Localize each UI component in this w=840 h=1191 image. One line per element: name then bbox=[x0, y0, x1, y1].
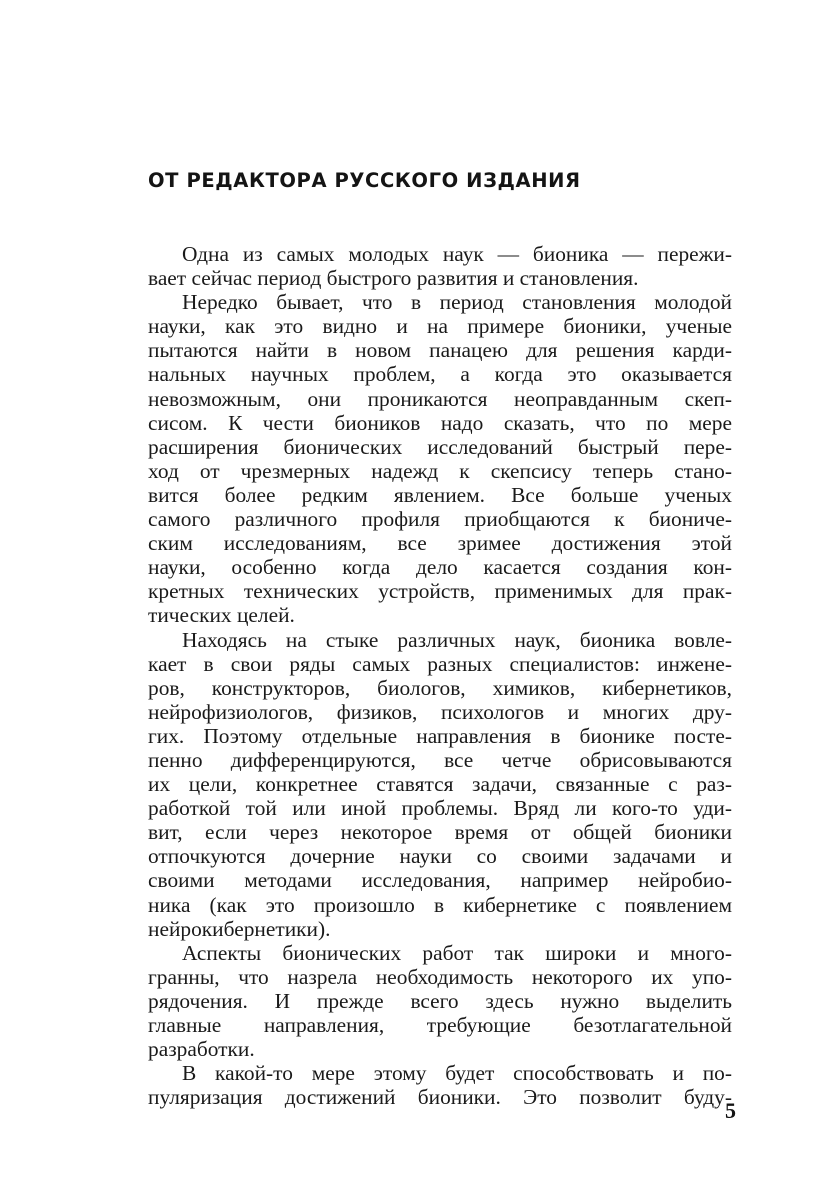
text-line: нейрокибернетики). bbox=[148, 916, 331, 941]
text-line: своими методами исследования, например нейробио- bbox=[148, 868, 732, 893]
text-line: пытаются найти в новом панацею для решения карди- bbox=[148, 338, 732, 363]
text-line: ров, конструкторов, биологов, химиков, кибернетиков, bbox=[148, 675, 732, 700]
chapter-heading: ОТ РЕДАКТОРА РУССКОГО ИЗДАНИЯ bbox=[148, 169, 581, 192]
text-line: работкой той или иной проблемы. Вряд ли кого-то уди- bbox=[148, 796, 732, 821]
text-line: науки, особенно когда дело касается создания кон- bbox=[148, 555, 732, 580]
text-line: Одна из самых молодых наук — бионика — пережи- bbox=[182, 242, 732, 266]
text-line: науки, как это видно и на примере бионики, ученые bbox=[148, 314, 732, 339]
text-line: кает в свои ряды самых разных специалистов: инжене- bbox=[148, 651, 732, 676]
text-line: ника (как это произошло в кибернетике с появлением bbox=[148, 892, 732, 917]
text-line: вает сейчас период быстрого развития и становления. bbox=[148, 266, 639, 291]
paragraph bbox=[148, 242, 732, 290]
text-line: вится более редким явлением. Все больше ученых bbox=[148, 482, 732, 507]
text-line: разработки. bbox=[148, 1037, 255, 1062]
text-line: невозможным, они проникаются неоправданным скеп- bbox=[148, 386, 732, 411]
paragraph bbox=[148, 628, 732, 941]
text-line: гих. Поэтому отдельные направления в бионике посте- bbox=[148, 723, 732, 748]
text-line: главные направления, требующие безотлагательной bbox=[148, 1013, 732, 1037]
text-line: гранны, что назрела необходимость некоторого их упо- bbox=[148, 964, 732, 989]
text-line: сисом. К чести биоников надо сказать, что по мере bbox=[148, 410, 732, 435]
paragraph bbox=[148, 941, 732, 1061]
text-line: В какой-то мере этому будет способствовать и по- bbox=[182, 1061, 732, 1086]
page-number: 5 bbox=[725, 1098, 736, 1123]
text-line: кретных технических устройств, применимых для прак- bbox=[148, 579, 732, 604]
paragraph bbox=[148, 290, 732, 627]
paragraph bbox=[148, 1061, 732, 1109]
text-line: расширения бионических исследований быстрый пере- bbox=[148, 434, 732, 459]
text-line: отпочкуются дочерние науки со своими задачами и bbox=[148, 844, 732, 869]
text-line: пенно дифференцируются, все четче обрисовываются bbox=[148, 747, 732, 772]
text-line: ским исследованиям, все зримее достижения этой bbox=[148, 531, 732, 556]
text-line: вит, если через некоторое время от общей бионики bbox=[148, 820, 732, 845]
text-line: рядочения. И прежде всего здесь нужно выделить bbox=[148, 988, 732, 1013]
text-line: самого различного профиля приобщаются к биониче- bbox=[148, 507, 732, 532]
text-line: Находясь на стыке различных наук, бионика вовле- bbox=[182, 627, 732, 652]
text-line: ход от чрезмерных надежд к скепсису теперь стано- bbox=[148, 458, 732, 483]
text-line: нальных научных проблем, а когда это оказывается bbox=[148, 362, 732, 387]
text-line: нейрофизиологов, физиков, психологов и многих дру- bbox=[148, 699, 732, 724]
text-line: Нередко бывает, что в период становления молодой bbox=[182, 290, 732, 315]
body-text bbox=[148, 242, 732, 1109]
text-line: Аспекты бионических работ так широки и много- bbox=[182, 940, 732, 965]
text-line: тических целей. bbox=[148, 603, 295, 628]
text-line: пуляризация достижений бионики. Это позволит буду- bbox=[148, 1085, 732, 1110]
text-line: их цели, конкретнее ставятся задачи, связанные с раз- bbox=[148, 772, 732, 797]
